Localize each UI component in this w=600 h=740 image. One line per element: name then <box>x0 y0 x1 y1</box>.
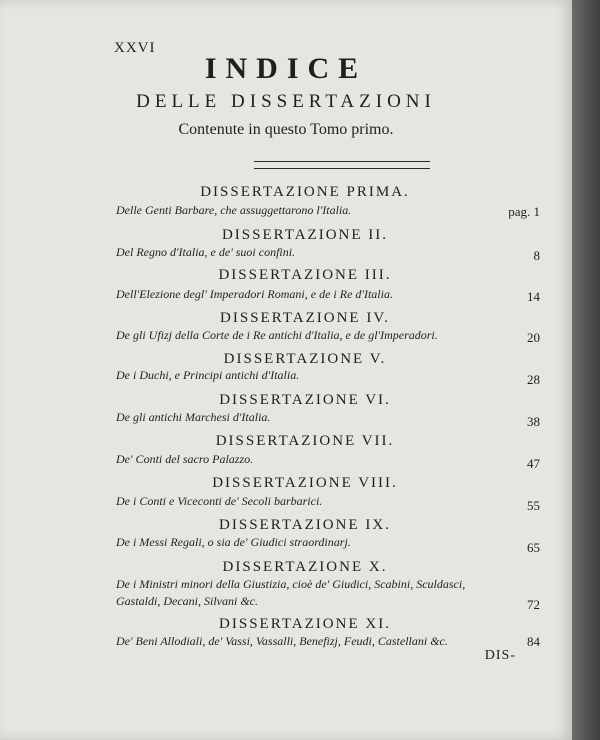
entry-page: pag. 1 <box>508 204 540 219</box>
page-number: XXVI <box>114 40 156 56</box>
entry-description: De i Duchi, e Principi antichi d'Italia. <box>116 368 300 382</box>
entry-heading: DISSERTAZIONE XI. <box>219 616 391 632</box>
page-subtitle: DELLE DISSERTAZIONI <box>136 91 436 112</box>
entry-description: De i Messi Regali, o sia de' Giudici straordinarj. <box>116 535 351 549</box>
entry-description: De i Ministri minori della Giustizia, cioè de' Giudici, Scabini, Sculdasci, <box>116 577 466 591</box>
entry-description: De' Beni Allodiali, de' Vassi, Vassalli, Benefizj, Feudi, Castellani &c. <box>116 634 448 648</box>
entry-page: 55 <box>527 498 540 513</box>
entry-page: 14 <box>527 289 540 304</box>
entry-page: 8 <box>533 248 540 263</box>
entry-page: 20 <box>527 330 540 345</box>
catchword: DIS- <box>484 648 516 663</box>
book-edge <box>572 0 600 740</box>
entry-heading: DISSERTAZIONE IV. <box>220 310 390 326</box>
page-title: INDICE <box>204 52 368 85</box>
entry-page: 47 <box>527 456 540 471</box>
entry-description: Del Regno d'Italia, e de' suoi confini. <box>116 245 296 259</box>
entry-description: De gli antichi Marchesi d'Italia. <box>116 410 271 424</box>
entry-description: De' Conti del sacro Palazzo. <box>116 452 254 466</box>
entry-heading: DISSERTAZIONE VI. <box>219 392 391 408</box>
entry-page: 84 <box>527 634 540 649</box>
ornamental-rule <box>254 161 430 169</box>
entry-page: 38 <box>527 414 540 429</box>
entry-heading: DISSERTAZIONE IX. <box>219 517 391 533</box>
entry-page: 65 <box>527 540 540 555</box>
entry-heading: DISSERTAZIONE PRIMA. <box>200 184 410 200</box>
entry-heading: DISSERTAZIONE V. <box>223 351 387 367</box>
entry-page: 72 <box>527 597 540 612</box>
entry-description-line2: Gastaldi, Decani, Silvani &c. <box>116 594 258 608</box>
entry-heading: DISSERTAZIONE II. <box>221 227 389 243</box>
entry-page: 28 <box>527 372 540 387</box>
entry-description: De i Conti e Viceconti de' Secoli barbarici. <box>116 494 323 508</box>
entry-heading: DISSERTAZIONE VIII. <box>212 475 398 491</box>
entry-heading: DISSERTAZIONE X. <box>222 559 388 575</box>
entry-description: Delle Genti Barbare, che assuggettarono l'Italia. <box>116 203 352 217</box>
entry-heading: DISSERTAZIONE III. <box>218 267 392 283</box>
entry-description: Dell'Elezione degl' Imperadori Romani, e de i Re d'Italia. <box>116 287 393 301</box>
entry-heading: DISSERTAZIONE VII. <box>215 433 395 449</box>
entry-description: De gli Ufizj della Corte de i Re antichi d'Italia, e de gl'Imperadori. <box>116 328 438 342</box>
contents-note: Contenute in questo Tomo primo. <box>178 121 394 138</box>
